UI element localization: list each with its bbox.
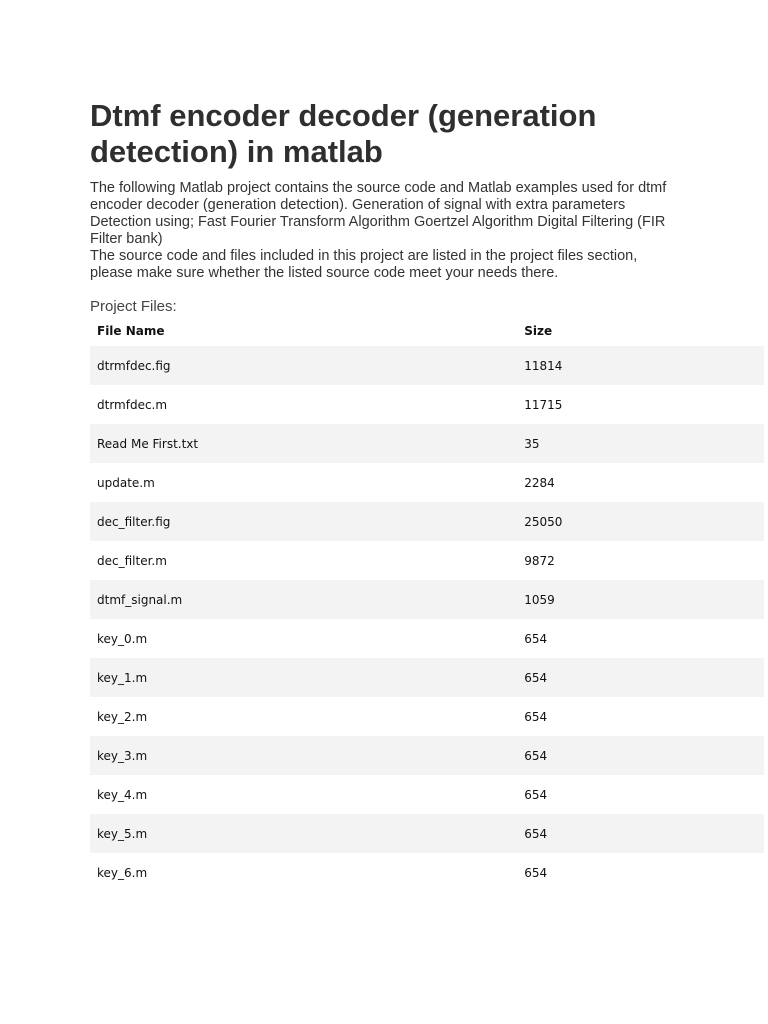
- file-name-cell: key_1.m: [97, 670, 148, 685]
- column-header-size: Size: [524, 324, 553, 338]
- file-name-cell: dec_filter.fig: [97, 514, 171, 529]
- file-name-cell: key_3.m: [97, 748, 148, 763]
- table-row: [90, 463, 764, 502]
- table-row: [90, 385, 764, 424]
- table-row: [90, 346, 764, 385]
- file-name-cell: Read Me First.txt: [97, 436, 199, 451]
- file-size-cell: 654: [524, 748, 548, 763]
- document-page: [90, 98, 764, 892]
- table-row: [90, 775, 764, 814]
- file-size-cell: 9872: [524, 553, 555, 568]
- file-size-cell: 654: [524, 631, 548, 646]
- project-files-label: Project Files:: [90, 298, 177, 315]
- file-name-cell: dtmf_signal.m: [97, 592, 183, 607]
- table-row: [90, 697, 764, 736]
- file-name-cell: key_4.m: [97, 787, 148, 802]
- description-paragraph: The following Matlab project contains the source code and Matlab examples used for dtmf encoder decoder (generation detection). Generation of signal with extra parameters Detection using; Fast Fourier Transform Algorithm Goertzel Algorithm Digital Filtering (FIR Filter bank): [90, 180, 667, 247]
- table-row: [90, 658, 764, 697]
- table-row: [90, 424, 764, 463]
- file-name-cell: update.m: [97, 475, 155, 490]
- page-title: Dtmf encoder decoder (generation detection) in matlab: [90, 98, 597, 169]
- file-size-cell: 654: [524, 826, 548, 841]
- file-size-cell: 35: [524, 436, 540, 451]
- table-body: [90, 346, 764, 892]
- table-row: [90, 619, 764, 658]
- file-size-cell: 25050: [524, 514, 563, 529]
- file-size-cell: 11715: [524, 397, 563, 412]
- description-paragraph: The source code and files included in this project are listed in the project files section, please make sure whether the listed source code meet your needs there.: [90, 248, 638, 281]
- file-name-cell: key_0.m: [97, 631, 148, 646]
- file-name-cell: key_6.m: [97, 865, 148, 880]
- file-name-cell: key_2.m: [97, 709, 148, 724]
- project-description: [90, 180, 674, 282]
- file-size-cell: 11814: [524, 358, 563, 373]
- file-size-cell: 654: [524, 670, 548, 685]
- file-size-cell: 654: [524, 787, 548, 802]
- file-name-cell: dec_filter.m: [97, 553, 167, 568]
- file-name-cell: dtrmfdec.fig: [97, 358, 171, 373]
- table-header-row: [90, 316, 764, 346]
- file-size-cell: 654: [524, 865, 548, 880]
- file-name-cell: dtrmfdec.m: [97, 397, 168, 412]
- table-row: [90, 814, 764, 853]
- table-row: [90, 580, 764, 619]
- file-name-cell: key_5.m: [97, 826, 148, 841]
- table-row: [90, 736, 764, 775]
- file-size-cell: 1059: [524, 592, 555, 607]
- file-size-cell: 654: [524, 709, 548, 724]
- table-row: [90, 853, 764, 892]
- table-row: [90, 541, 764, 580]
- column-header-file-name: File Name: [97, 324, 165, 338]
- project-files-table: [90, 316, 764, 892]
- file-size-cell: 2284: [524, 475, 555, 490]
- table-row: [90, 502, 764, 541]
